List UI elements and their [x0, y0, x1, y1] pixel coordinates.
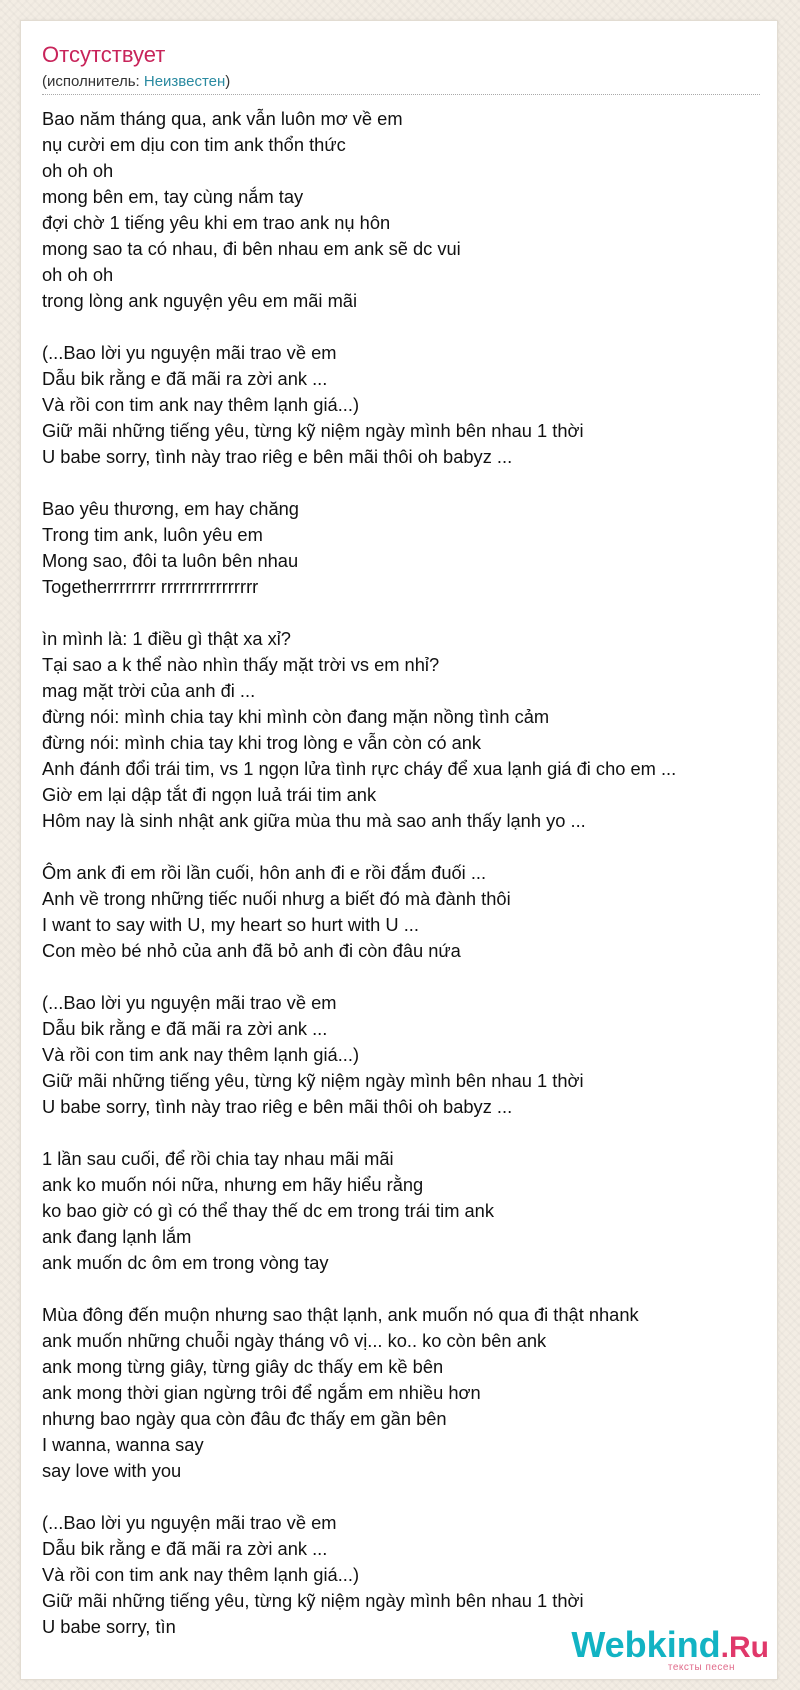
artist-prefix: (исполнитель:	[42, 73, 144, 90]
dotted-divider	[42, 94, 760, 95]
lyrics-text: Bao năm tháng qua, ank vẫn luôn mơ về em nụ cười em dịu con tim ank thổn thức oh oh oh mong bên em, tay cùng nắm tay đợi chờ 1 tiếng yêu khi em trao ank nụ hôn mong sao ta có nhau, đi bên nhau em ank sẽ dc vui oh oh oh trong lòng ank nguyện yêu em mãi mãi (...Bao lời yu nguyện mãi trao về em Dẫu bik rằng e đã mãi ra zời ank ... Và rồi con tim ank nay thêm lạnh giá...) Giữ mãi những tiếng yêu, từng kỹ niệm ngày mình bên nhau 1 thời U babe sorry, tình này trao riêg e bên mãi thôi oh babyz ... Bao yêu thương, em hay chăng Trong tim ank, luôn yêu em Mong sao, đôi ta luôn bên nhau Togetherrrrrrrr rrrrrrrrrrrrrrrr ìn mình là: 1 điều gì thật xa xỉ? Tại sao a k thể nào nhìn thấy mặt trời vs em nhỉ? mag mặt trời của anh đi ... đừng nói: mình chia tay khi mình còn đang mặn nồng tình cảm đừng nói: mình chia tay khi trog lòng e vẫn còn có ank Anh đánh đổi trái tim, vs 1 ngọn lửa tình rực cháy để xua lạnh giá đi cho em ... Giờ em lại dập tắt đi ngọn luả trái tim ank Hôm nay là sinh nhật ank giữa mùa thu mà sao anh thấy lạnh yo ... Ôm ank đi em rồi lần cuối, hôn anh đi e rồi đắm đuối ... Anh về trong những tiếc nuối nhưg a biết đó mà đành thôi I want to say with U, my heart so hurt with U ... Con mèo bé nhỏ của anh đã bỏ anh đi còn đâu nứa (...Bao lời yu nguyện mãi trao về em Dẫu bik rằng e đã mãi ra zời ank ... Và rồi con tim ank nay thêm lạnh giá...) Giữ mãi những tiếng yêu, từng kỹ niệm ngày mình bên nhau 1 thời U babe sorry, tình này trao riêg e bên mãi thôi oh babyz ... 1 lần sau cuối, để rồi chia tay nhau mãi mãi ank ko muốn nói nữa, nhưng em hãy hiểu rằng ko bao giờ có gì có thể thay thế dc em trong trái tim ank ank đang lạnh lắm ank muốn dc ôm em trong vòng tay Mùa đông đến muộn nhưng sao thật lạnh, ank muốn nó qua đi thật nhank ank muốn những chuỗi ngày tháng vô vị... ko.. ko còn bên ank ank mong từng giây, từng giây dc thấy em kề bên ank mong thời gian ngừng trôi để ngắm em nhiều hơn nhưng bao ngày qua còn đâu đc thấy em gần bên I wanna, wanna say say love with you (...Bao lời yu nguyện mãi trao về em Dẫu bik rằng e đã mãi ra zời ank ... Và rồi con tim ank nay thêm lạnh giá...) Giữ mãi những tiếng yêu, từng kỹ niệm ngày mình bên nhau 1 thời U babe sorry, tìn	[42, 108, 677, 1637]
artist-line	[42, 73, 230, 91]
logo-suffix-text: .Ru	[720, 1631, 769, 1664]
logo-tagline: тексты песен	[667, 1662, 735, 1673]
lyrics-card	[20, 20, 778, 1680]
song-title: Отсутствует	[42, 42, 166, 67]
logo-main-text: Webkind	[571, 1624, 721, 1665]
artist-suffix: )	[225, 73, 231, 90]
logo-wordmark	[571, 1624, 769, 1666]
artist-link[interactable]: Неизвестен	[143, 73, 226, 90]
site-logo[interactable]	[571, 1624, 769, 1673]
